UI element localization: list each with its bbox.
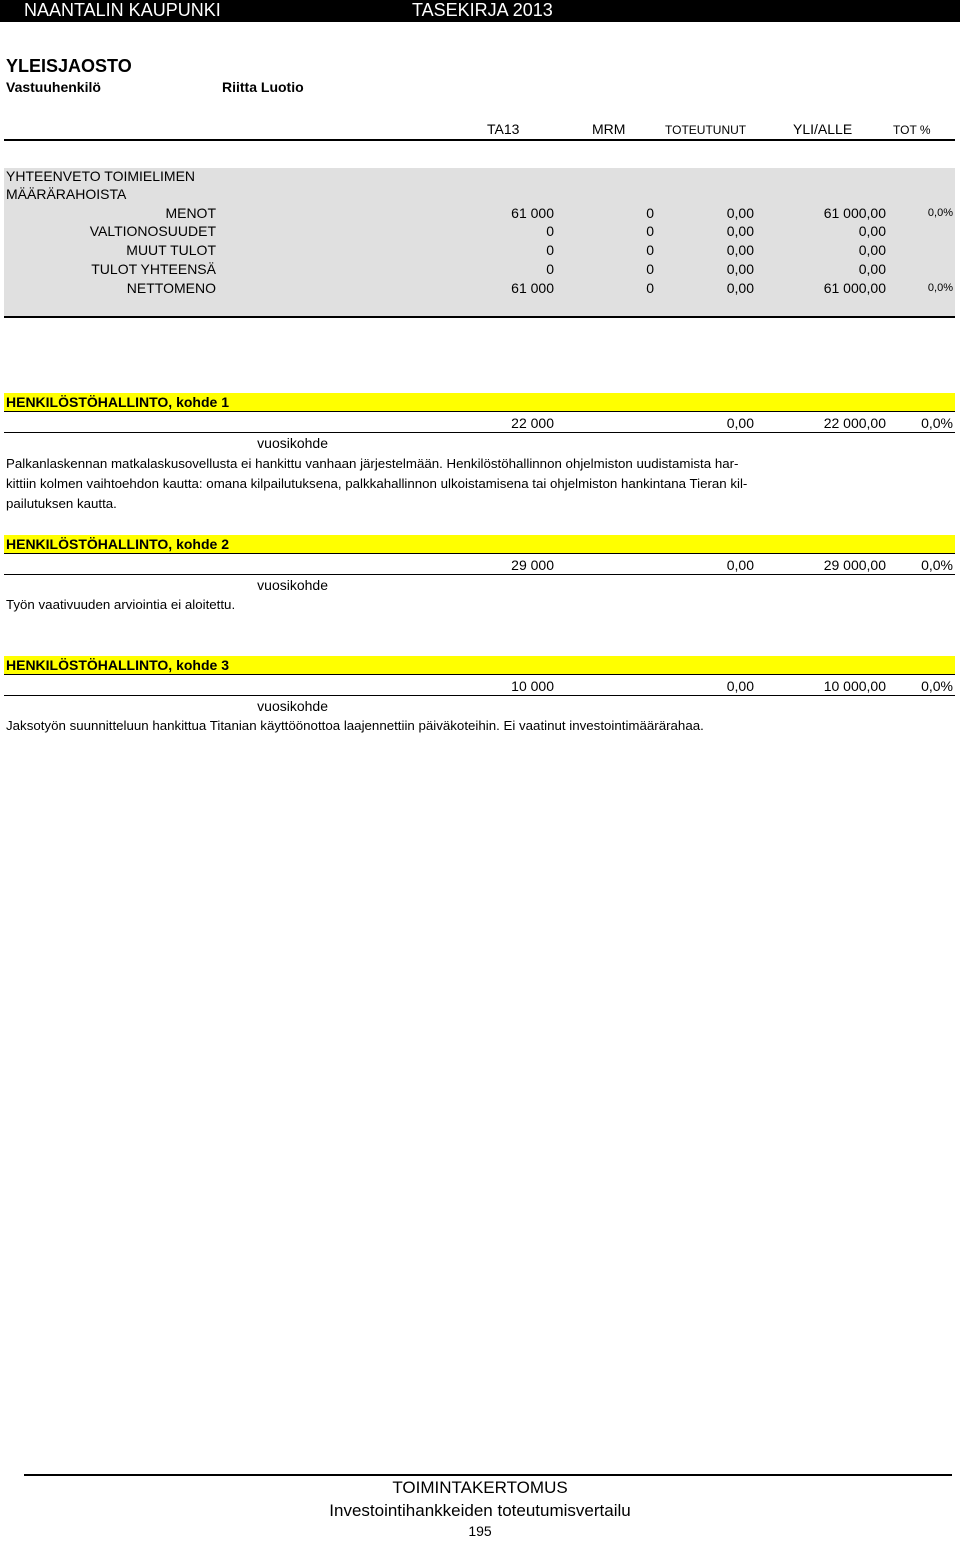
row-yli: 0,00	[858, 223, 886, 239]
row-tot: 0,00	[726, 261, 754, 277]
project-type: vuosikohde	[257, 577, 328, 593]
row-tot: 0,00	[726, 223, 754, 239]
responsible-name: Riitta Luotio	[222, 79, 304, 95]
project-description-line: kittiin kolmen vaihtoehdon kautta: omana kilpailutuksena, palkkahallinnon ulkoistamisena tai ohjelmiston hankintana Tieran kil-	[6, 476, 748, 491]
project-tot: 0,00	[726, 557, 754, 573]
project-ta: 22 000	[511, 415, 554, 431]
project-yli: 10 000,00	[823, 678, 886, 694]
project-tot: 0,00	[726, 415, 754, 431]
project-title: HENKILÖSTÖHALLINTO, kohde 3	[6, 657, 229, 673]
project-pct: 0,0%	[921, 678, 953, 694]
project-title: HENKILÖSTÖHALLINTO, kohde 1	[6, 394, 229, 410]
project-ta: 10 000	[511, 678, 554, 694]
row-yli: 61 000,00	[823, 205, 886, 221]
row-yli: 0,00	[858, 261, 886, 277]
row-ta: 0	[546, 261, 554, 277]
unit-title: YLEISJAOSTO	[6, 56, 132, 76]
row-tot: 0,00	[726, 280, 754, 296]
project-description-line: pailutuksen kautta.	[6, 496, 117, 511]
row-ta: 61 000	[511, 280, 554, 296]
project-rule	[4, 553, 955, 554]
summary-heading-1: YHTEENVETO TOIMIELIMEN	[6, 168, 196, 184]
row-yli: 0,00	[858, 242, 886, 258]
project-rule	[4, 695, 955, 696]
row-mrm: 0	[646, 223, 654, 239]
responsible-label: Vastuuhenkilö	[6, 79, 101, 95]
col-header-tot-pct: TOT %	[893, 123, 931, 137]
row-pct	[900, 260, 953, 279]
book-title: TASEKIRJA 2013	[412, 0, 553, 20]
row-yli: 61 000,00	[823, 280, 886, 296]
row-tot: 0,00	[726, 242, 754, 258]
summary-rule	[4, 316, 955, 318]
project-rule	[4, 432, 955, 433]
row-ta: 0	[546, 223, 554, 239]
project-rule	[4, 411, 955, 412]
row-ta: 61 000	[511, 205, 554, 221]
page-number: 195	[468, 1523, 492, 1539]
row-mrm: 0	[646, 205, 654, 221]
project-description-line: Jaksotyön suunnitteluun hankittua Titanian käyttöönottoa laajennettiin päiväkoteihin. Ei vaatinut investointimäärärahaa.	[6, 718, 704, 733]
footer-subtitle: Investointihankkeiden toteutumisvertailu	[329, 1501, 631, 1520]
col-header-ta: TA13	[487, 121, 520, 137]
footer-rule	[24, 1474, 952, 1476]
row-mrm: 0	[646, 280, 654, 296]
col-header-toteutunut: TOTEUTUNUT	[665, 123, 747, 137]
project-tot: 0,00	[726, 678, 754, 694]
row-label: MUUT TULOT	[126, 242, 216, 258]
project-pct: 0,0%	[921, 557, 953, 573]
project-title: HENKILÖSTÖHALLINTO, kohde 2	[6, 536, 229, 552]
row-label: VALTIONOSUUDET	[89, 223, 216, 239]
footer-title: TOIMINTAKERTOMUS	[392, 1478, 568, 1497]
row-pct	[900, 222, 953, 241]
project-yli: 29 000,00	[823, 557, 886, 573]
row-label: MENOT	[165, 205, 216, 221]
col-header-yli-alle: YLI/ALLE	[793, 121, 853, 137]
row-ta: 0	[546, 242, 554, 258]
project-rule	[4, 574, 955, 575]
project-description-line: Työn vaativuuden arviointia ei aloitettu.	[6, 597, 236, 612]
col-header-mrm: MRM	[592, 121, 626, 137]
row-pct: 0,0%	[927, 282, 953, 294]
project-type: vuosikohde	[257, 435, 328, 451]
row-label: NETTOMENO	[126, 280, 216, 296]
summary-heading-2: MÄÄRÄRAHOISTA	[6, 186, 127, 202]
project-yli: 22 000,00	[823, 415, 886, 431]
row-pct	[900, 241, 953, 260]
header-rule	[4, 139, 955, 141]
project-description-line: Palkanlaskennan matkalaskusovellusta ei hankittu vanhaan järjestelmään. Henkilöstöhallinnon ohjelmiston uudistamista har-	[6, 456, 739, 471]
row-mrm: 0	[646, 242, 654, 258]
row-label: TULOT YHTEENSÄ	[91, 261, 216, 277]
row-mrm: 0	[646, 261, 654, 277]
project-ta: 29 000	[511, 557, 554, 573]
page-header-bar	[0, 0, 960, 22]
city-name: NAANTALIN KAUPUNKI	[24, 0, 221, 20]
row-pct: 0,0%	[927, 207, 953, 219]
row-tot: 0,00	[726, 205, 754, 221]
project-type: vuosikohde	[257, 698, 328, 714]
project-pct: 0,0%	[921, 415, 953, 431]
project-rule	[4, 674, 955, 675]
